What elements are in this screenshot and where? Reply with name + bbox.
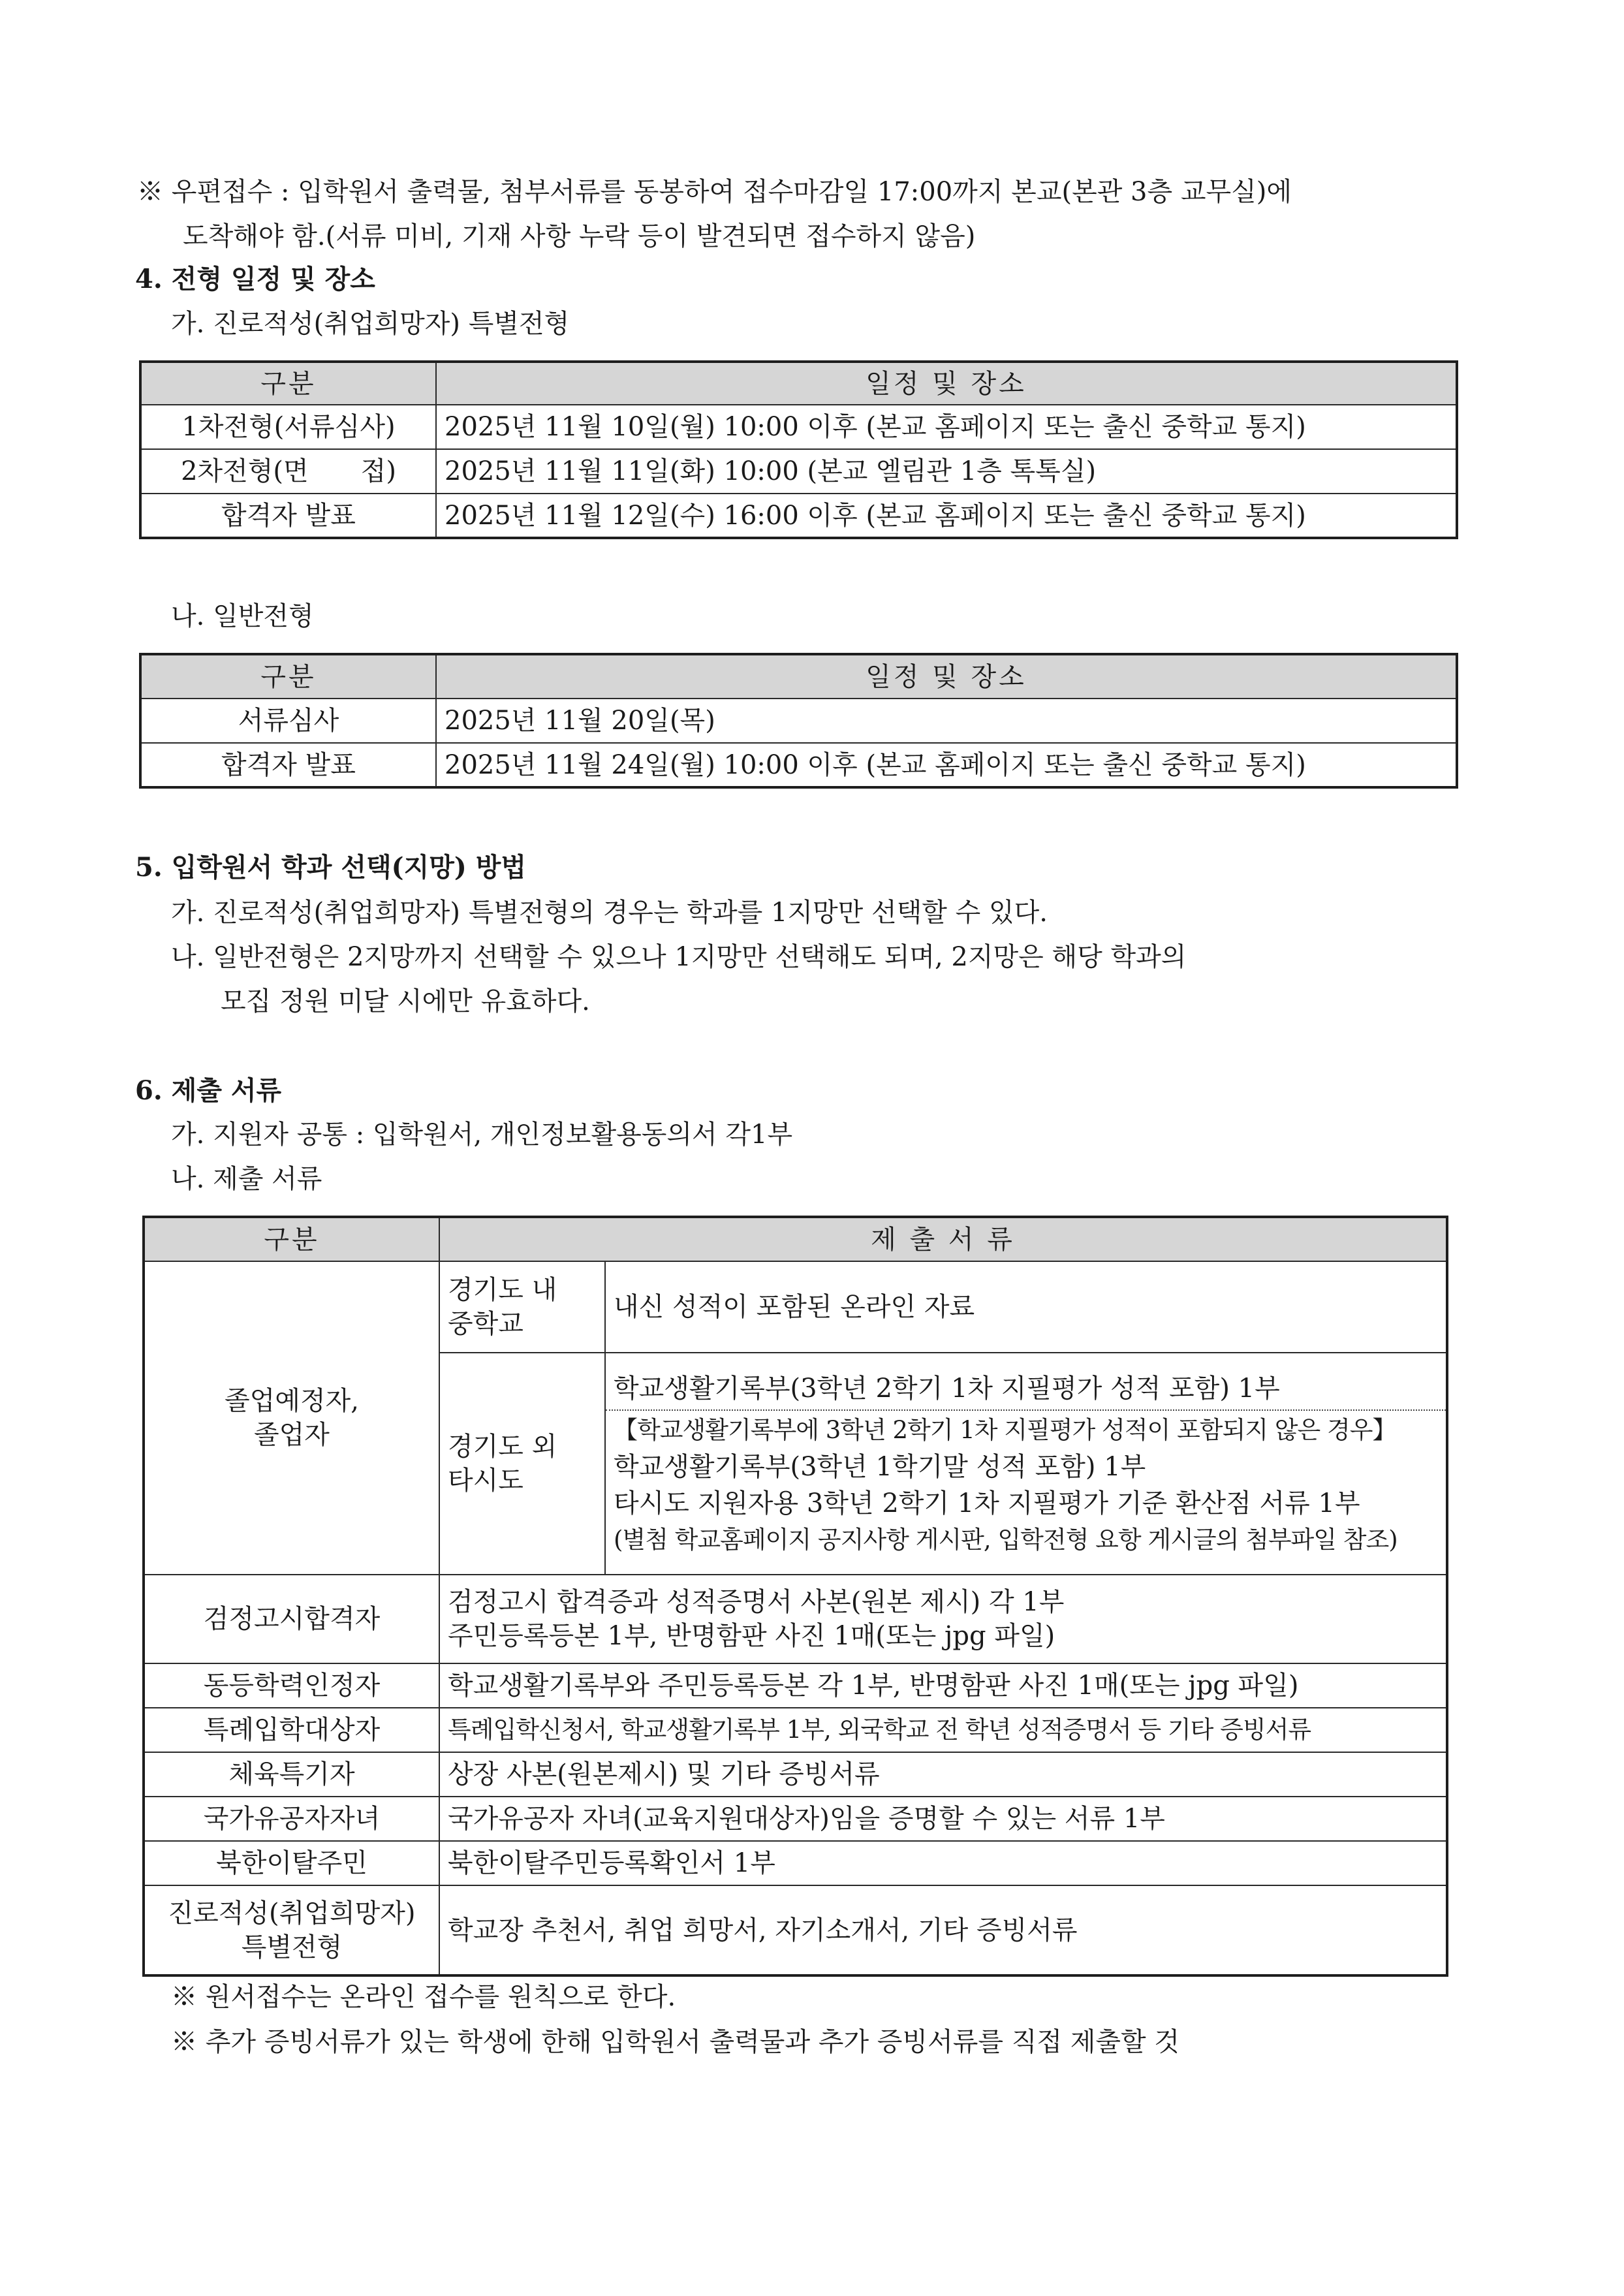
row-category: 합격자 발표 [140, 494, 436, 538]
docs-athlete: 상장 사본(원본제시) 및 기타 증빙서류 [439, 1752, 1447, 1797]
docs-out-province [605, 1353, 1447, 1575]
header-category: 구분 [140, 362, 436, 405]
row-category: 2차전형(면 접) [140, 449, 436, 494]
docs-in-province: 내신 성적이 포함된 온라인 자료 [605, 1261, 1447, 1353]
category-special-admission: 특례입학대상자 [144, 1708, 439, 1752]
docs-veterans-children: 국가유공자 자녀(교육지원대상자)임을 증명할 수 있는 서류 1부 [439, 1797, 1447, 1841]
docs-equivalent: 학교생활기록부와 주민등록등본 각 1부, 반명함판 사진 1매(또는 jpg 파일) [439, 1663, 1447, 1708]
subcategory-out-province: 경기도 외 타시도 [439, 1353, 605, 1575]
section6-item-b: 나. 제출 서류 [171, 1164, 322, 1194]
postal-note-line2: 도착해야 함.(서류 미비, 기재 사항 누락 등이 발견되면 접수하지 않음) [183, 221, 976, 251]
doc-line: 【학교생활기록부에 3학년 2학기 1차 지필평가 성적이 포함되지 않은 경우】 [614, 1416, 1396, 1444]
schedule-table-general [139, 653, 1458, 789]
docs-ged: 검정고시 합격증과 성적증명서 사본(원본 제시) 각 1부 주민등록등본 1부, 반명함판 사진 1매(또는 jpg 파일) [439, 1575, 1447, 1663]
docs-career-aptitude: 학교장 추천서, 취업 희망서, 자기소개서, 기타 증빙서류 [439, 1885, 1447, 1975]
section4-sub-a: 가. 진로적성(취업희망자) 특별전형 [171, 309, 570, 339]
header-category: 구분 [144, 1217, 439, 1261]
row-category: 서류심사 [140, 699, 436, 743]
postal-note-line1: ※ 우편접수 : 입학원서 출력물, 첨부서류를 동봉하여 접수마감일 17:00까지 본교(본관 3층 교무실)에 [137, 177, 1292, 207]
section5-item-a: 가. 진로적성(취업희망자) 특별전형의 경우는 학과를 1지망만 선택할 수 있다. [171, 898, 1048, 928]
doc-line: (별첨 학교홈페이지 공지사항 게시판, 입학전형 요항 게시글의 첨부파일 참조) [614, 1526, 1398, 1554]
row-category: 합격자 발표 [140, 743, 436, 787]
doc-line: 학교생활기록부(3학년 2학기 1차 지필평가 성적 포함) 1부 [606, 1368, 1446, 1411]
row-schedule: 2025년 11월 12일(수) 16:00 이후 (본교 홈페이지 또는 출신 중학교 통지) [436, 494, 1457, 538]
header-schedule: 일정 및 장소 [436, 362, 1457, 405]
category-north-korean-defector: 북한이탈주민 [144, 1841, 439, 1885]
row-schedule: 2025년 11월 10일(월) 10:00 이후 (본교 홈페이지 또는 출신 중학교 통지) [436, 405, 1457, 449]
documents-table [142, 1216, 1448, 1977]
category-athlete: 체육특기자 [144, 1752, 439, 1797]
schedule-table-special [139, 360, 1458, 539]
row-schedule: 2025년 11월 20일(목) [436, 699, 1457, 743]
section4-heading: 4. 전형 일정 및 장소 [135, 264, 375, 294]
row-schedule: 2025년 11월 11일(화) 10:00 (본교 엘림관 1층 톡톡실) [436, 449, 1457, 494]
section5-heading: 5. 입학원서 학과 선택(지망) 방법 [135, 852, 526, 883]
section6-heading: 6. 제출 서류 [135, 1075, 282, 1106]
doc-line: 타시도 지원자용 3학년 2학기 1차 지필평가 기준 환산점 서류 1부 [614, 1488, 1360, 1518]
header-documents: 제 출 서 류 [439, 1217, 1447, 1261]
section4-sub-b: 나. 일반전형 [171, 601, 314, 631]
header-category: 구분 [140, 654, 436, 699]
row-category: 1차전형(서류심사) [140, 405, 436, 449]
category-equivalent: 동등학력인정자 [144, 1663, 439, 1708]
category-graduates: 졸업예정자, 졸업자 [144, 1261, 439, 1575]
footnote-online: ※ 원서접수는 온라인 접수를 원칙으로 한다. [171, 1982, 676, 2012]
docs-special-admission: 특례입학신청서, 학교생활기록부 1부, 외국학교 전 학년 성적증명서 등 기타 증빙서류 [439, 1708, 1447, 1752]
subcategory-in-province: 경기도 내 중학교 [439, 1261, 605, 1353]
section5-item-b-line2: 모집 정원 미달 시에만 유효하다. [221, 986, 590, 1016]
docs-north-korean-defector: 북한이탈주민등록확인서 1부 [439, 1841, 1447, 1885]
doc-line: 학교생활기록부(3학년 1학기말 성적 포함) 1부 [614, 1452, 1146, 1482]
header-schedule: 일정 및 장소 [436, 654, 1457, 699]
row-schedule: 2025년 11월 24일(월) 10:00 이후 (본교 홈페이지 또는 출신 중학교 통지) [436, 743, 1457, 787]
section6-item-a: 가. 지원자 공통 : 입학원서, 개인정보활용동의서 각1부 [171, 1120, 793, 1150]
category-veterans-children: 국가유공자자녀 [144, 1797, 439, 1841]
section5-item-b-line1: 나. 일반전형은 2지망까지 선택할 수 있으나 1지망만 선택해도 되며, 2지망은 해당 학과의 [171, 942, 1187, 972]
footnote-additional-docs: ※ 추가 증빙서류가 있는 학생에 한해 입학원서 출력물과 추가 증빙서류를 직접 제출할 것 [171, 2027, 1179, 2057]
category-ged: 검정고시합격자 [144, 1575, 439, 1663]
category-career-aptitude: 진로적성(취업희망자) 특별전형 [144, 1885, 439, 1975]
